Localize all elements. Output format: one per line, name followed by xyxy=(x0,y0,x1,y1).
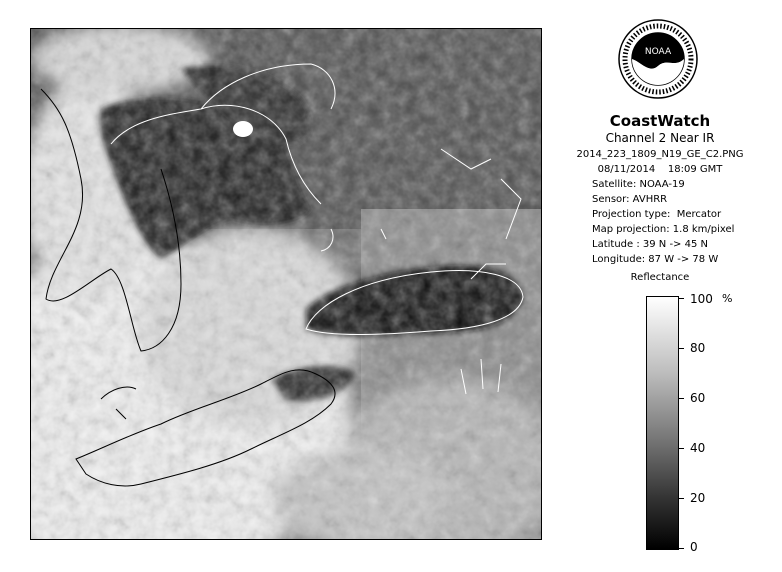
noaa-logo-svg xyxy=(617,18,699,100)
projection-type: Projection type: Mercator xyxy=(592,209,722,220)
satellite-image-svg xyxy=(31,29,542,540)
colorbar-tick xyxy=(679,548,684,549)
colorbar-tick xyxy=(679,448,684,449)
colorbar-tick xyxy=(679,348,684,349)
colorbar-tick-label: 20 xyxy=(690,491,706,505)
colorbar-unit: % xyxy=(722,292,733,305)
filename: 2014_223_1809_N19_GE_C2.PNG xyxy=(576,149,744,160)
noaa-logo xyxy=(617,18,699,100)
satellite-info: Satellite: NOAA-19 xyxy=(592,179,685,190)
colorbar-label: Reflectance xyxy=(630,272,690,283)
colorbar-tick xyxy=(679,398,684,399)
colorbar-tick-label: 40 xyxy=(690,441,706,455)
datetime: 08/11/2014 18:09 GMT xyxy=(597,164,723,175)
colorbar-tick-label: 80 xyxy=(690,341,706,355)
map-projection: Map projection: 1.8 km/pixel xyxy=(592,224,735,235)
subtitle: Channel 2 Near IR xyxy=(605,131,715,145)
colorbar xyxy=(646,296,679,550)
longitude-range: Longitude: 87 W -> 78 W xyxy=(592,254,719,265)
colorbar-tick-label: 60 xyxy=(690,391,706,405)
colorbar-tick xyxy=(679,498,684,499)
noaa-logo-text: NOAA xyxy=(644,47,672,57)
title: CoastWatch xyxy=(609,112,711,130)
sensor-info: Sensor: AVHRR xyxy=(592,194,668,205)
latitude-range: Latitude : 39 N -> 45 N xyxy=(592,239,708,250)
colorbar-tick-label: 100 xyxy=(690,292,713,306)
satellite-image xyxy=(30,28,542,540)
colorbar-tick-label: 0 xyxy=(690,540,698,554)
colorbar-tick xyxy=(679,298,684,299)
